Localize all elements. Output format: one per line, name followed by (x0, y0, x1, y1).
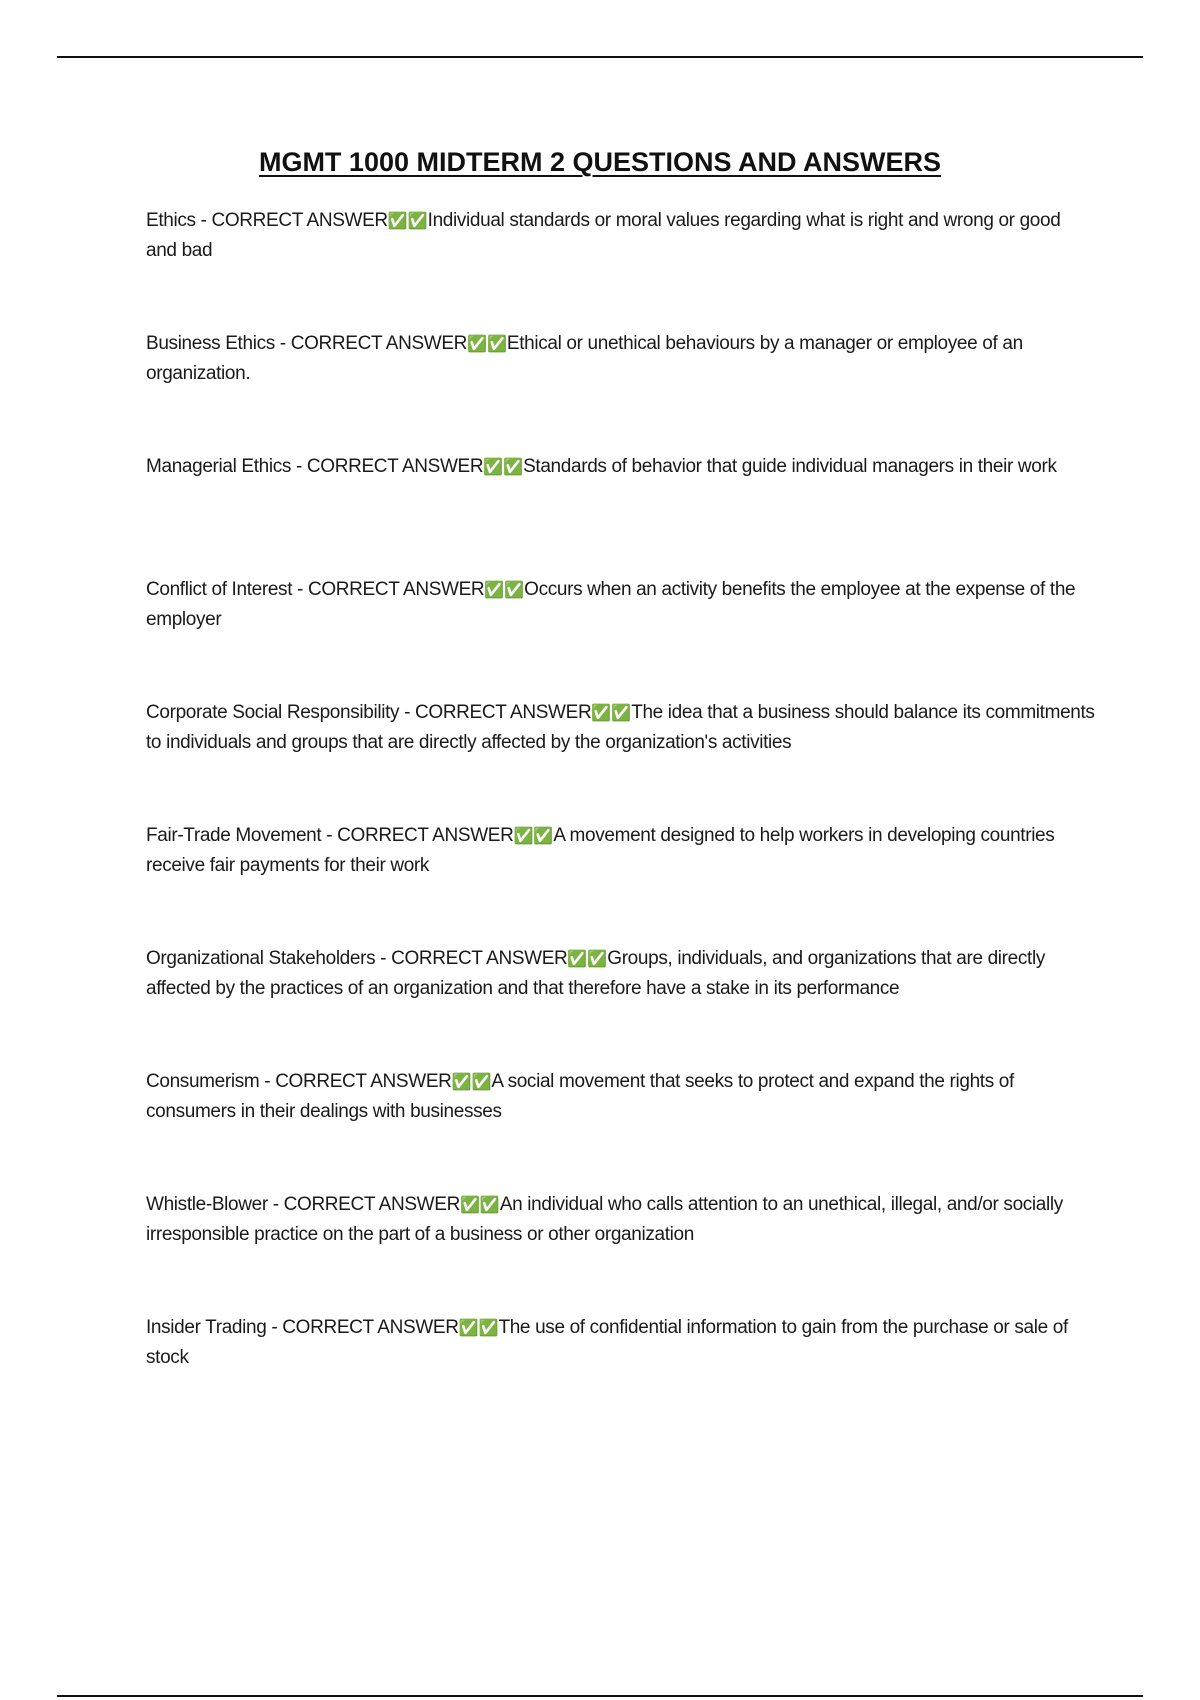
answer-label: CORRECT ANSWER (290, 333, 468, 354)
answer-label: CORRECT ANSWER (282, 1317, 459, 1338)
entry-term: Organizational Stakeholders (146, 948, 376, 969)
entry-definition: A movement designed to help workers in developing countries receive fair payments for their work (146, 825, 1055, 876)
entry-separator: - (292, 579, 308, 600)
entry-definition: Ethical or unethical behaviours by a manager or employee of an organization. (146, 333, 1023, 384)
answer-label: CORRECT ANSWER (415, 702, 592, 723)
entry-separator: - (195, 210, 212, 231)
entry-separator: - (267, 1194, 284, 1215)
list-item (146, 575, 1096, 635)
check-marks-icon: ✅✅ (483, 457, 524, 476)
entry-separator: - (266, 1317, 283, 1338)
entry-term: Business Ethics (146, 333, 275, 354)
entry-definition: The idea that a business should balance its commitments to individuals and groups that are directly affected by the organization's activities (146, 702, 1095, 753)
bottom-rule (57, 1695, 1143, 1697)
list-item (146, 944, 1096, 1004)
list-item (146, 1190, 1096, 1250)
answer-label: CORRECT ANSWER (307, 579, 485, 600)
entry-term: Whistle-Blower (146, 1194, 268, 1215)
answer-label: CORRECT ANSWER (337, 825, 514, 846)
entry-definition: A social movement that seeks to protect and expand the rights of consumers in their dealings with businesses (146, 1071, 1014, 1122)
entry-term: Managerial Ethics (146, 456, 292, 477)
page-title: MGMT 1000 MIDTERM 2 QUESTIONS AND ANSWERS (258, 147, 942, 177)
top-rule (57, 56, 1143, 58)
list-item (146, 1313, 1096, 1373)
answer-label: CORRECT ANSWER (306, 456, 484, 477)
entry-term: Fair-Trade Movement (146, 825, 322, 846)
entry-separator: - (321, 825, 338, 846)
check-marks-icon: ✅✅ (567, 949, 608, 968)
check-marks-icon: ✅✅ (387, 211, 428, 230)
list-item (146, 206, 1096, 266)
list-item (146, 821, 1096, 881)
answer-label: CORRECT ANSWER (283, 1194, 460, 1215)
entry-separator: - (399, 702, 416, 723)
entry-definition: Individual standards or moral values regarding what is right and wrong or good and bad (146, 210, 1061, 261)
entry-separator: - (274, 333, 291, 354)
entry-term: Consumerism (146, 1071, 260, 1092)
answer-label: CORRECT ANSWER (211, 210, 388, 231)
entry-separator: - (259, 1071, 276, 1092)
entry-definition: Standards of behavior that guide individual managers in their work (523, 456, 1057, 477)
check-marks-icon: ✅✅ (451, 1072, 492, 1091)
check-marks-icon: ✅✅ (591, 703, 632, 722)
answer-label: CORRECT ANSWER (275, 1071, 452, 1092)
check-marks-icon: ✅✅ (467, 334, 507, 353)
entry-term: Ethics (146, 210, 196, 231)
entry-definition: Groups, individuals, and organizations that are directly affected by the practices of an organization and that therefore have a stake in its performance (146, 948, 1045, 999)
entry-definition: An individual who calls attention to an unethical, illegal, and/or socially irresponsible practice on the part of a business or other organization (146, 1194, 1063, 1245)
entry-separator: - (291, 456, 307, 477)
entry-definition: Occurs when an activity benefits the employee at the expense of the employer (146, 579, 1076, 630)
entry-list (146, 206, 1096, 1436)
check-marks-icon: ✅✅ (484, 580, 525, 599)
check-marks-icon: ✅✅ (459, 1195, 500, 1214)
list-item (146, 1067, 1096, 1127)
list-item (146, 452, 1096, 512)
entry-term: Corporate Social Responsibility (146, 702, 400, 723)
list-item (146, 329, 1096, 389)
entry-term: Conflict of Interest (146, 579, 293, 600)
check-marks-icon: ✅✅ (513, 826, 554, 845)
entry-definition: The use of confidential information to gain from the purchase or sale of stock (146, 1317, 1068, 1368)
entry-separator: - (375, 948, 392, 969)
entry-term: Insider Trading (146, 1317, 267, 1338)
list-item (146, 698, 1096, 758)
answer-label: CORRECT ANSWER (391, 948, 568, 969)
check-marks-icon: ✅✅ (458, 1318, 499, 1337)
